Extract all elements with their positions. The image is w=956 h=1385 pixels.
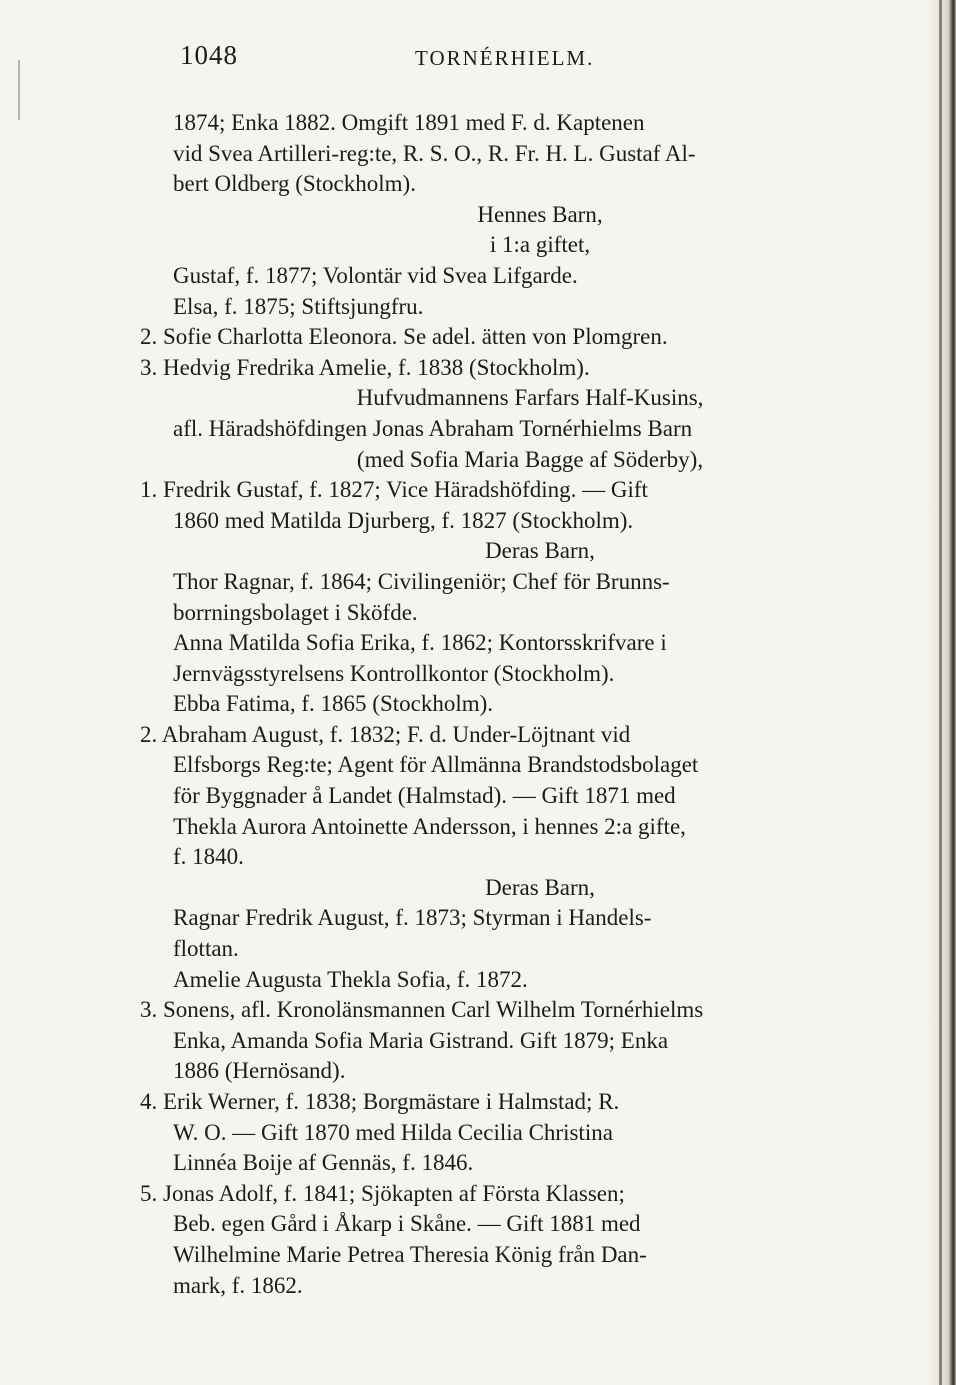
text-line: Jernvägsstyrelsens Kontrollkontor (Stockholm). <box>173 660 615 686</box>
text-line: Elsa, f. 1875; Stiftsjungfru. <box>173 293 424 319</box>
text-line: bert Oldberg (Stockholm). <box>173 171 416 197</box>
section-heading: Hufvudmannens Farfars Half-Kusins, <box>356 385 704 411</box>
text-line: Anna Matilda Sofia Erika, f. 1862; Kontorsskrifvare i <box>173 630 667 656</box>
text-line: 1886 (Hernösand). <box>173 1058 346 1084</box>
scan-binding-shadow <box>939 0 942 1385</box>
text-line: Wilhelmine Marie Petrea Theresia König från Dan- <box>173 1241 647 1267</box>
scan-margin-mark <box>18 60 20 120</box>
text-line: Elfsborgs Reg:te; Agent för Allmänna Brandstodsbolaget <box>173 752 699 778</box>
text-line: vid Svea Artilleri-reg:te, R. S. O., R. Fr. H. L. Gustaf Al- <box>173 140 696 166</box>
section-heading: Hennes Barn, <box>477 201 603 227</box>
text-line: Ragnar Fredrik August, f. 1873; Styrman i Handels- <box>173 905 652 931</box>
text-line: afl. Häradshöfdingen Jonas Abraham Tornérhielms Barn <box>173 415 693 441</box>
text-line: 1874; Enka 1882. Omgift 1891 med F. d. Kaptenen <box>173 110 645 135</box>
text-line: 2. Sofie Charlotta Eleonora. Se adel. ätten von Plomgren. <box>140 324 668 350</box>
text-line: 5. Jonas Adolf, f. 1841; Sjökapten af Första Klassen; <box>140 1180 625 1206</box>
text-line: (med Sofia Maria Bagge af Söderby), <box>356 446 704 472</box>
text-line: 2. Abraham August, f. 1832; F. d. Under-Löjtnant vid <box>140 721 631 747</box>
text-line: Thekla Aurora Antoinette Andersson, i hennes 2:a gifte, <box>173 813 686 839</box>
text-line: Ebba Fatima, f. 1865 (Stockholm). <box>173 691 494 717</box>
text-line: Thor Ragnar, f. 1864; Civilingeniör; Chef för Brunns- <box>173 568 670 594</box>
text-line: Gustaf, f. 1877; Volontär vid Svea Lifgarde. <box>173 262 578 288</box>
text-line: 3. Sonens, afl. Kronolänsmannen Carl Wilhelm Tornérhielms <box>140 997 704 1023</box>
page-number: 1048 <box>180 40 238 70</box>
section-subheading: i 1:a giftet, <box>489 232 591 258</box>
text-line: 1. Fredrik Gustaf, f. 1827; Vice Häradshöfding. — Gift <box>140 477 648 503</box>
text-line: Linnéa Boije af Gennäs, f. 1846. <box>173 1150 474 1176</box>
text-line: 3. Hedvig Fredrika Amelie, f. 1838 (Stockholm). <box>140 354 590 380</box>
text-line: Beb. egen Gård i Åkarp i Skåne. — Gift 1881 med <box>173 1211 641 1237</box>
text-line: f. 1840. <box>173 844 244 870</box>
text-line: mark, f. 1862. <box>173 1272 303 1298</box>
text-line: borrningsbolaget i Sköfde. <box>173 599 418 625</box>
text-line: flottan. <box>173 936 239 962</box>
text-line: 4. Erik Werner, f. 1838; Borgmästare i Halmstad; R. <box>140 1089 620 1114</box>
text-line: W. O. — Gift 1870 med Hilda Cecilia Christina <box>173 1119 613 1145</box>
page-header <box>180 40 880 80</box>
section-heading: Deras Barn, <box>485 874 595 900</box>
text-line: Enka, Amanda Sofia Maria Gistrand. Gift 1879; Enka <box>173 1027 669 1053</box>
running-title: TORNÉRHIELM. <box>415 46 595 70</box>
text-line: Amelie Augusta Thekla Sofia, f. 1872. <box>173 966 528 992</box>
text-line: 1860 med Matilda Djurberg, f. 1827 (Stockholm). <box>173 507 634 533</box>
page-body <box>140 108 880 1301</box>
section-heading: Deras Barn, <box>485 538 595 564</box>
text-line: för Byggnader å Landet (Halmstad). — Gift 1871 med <box>173 783 676 809</box>
